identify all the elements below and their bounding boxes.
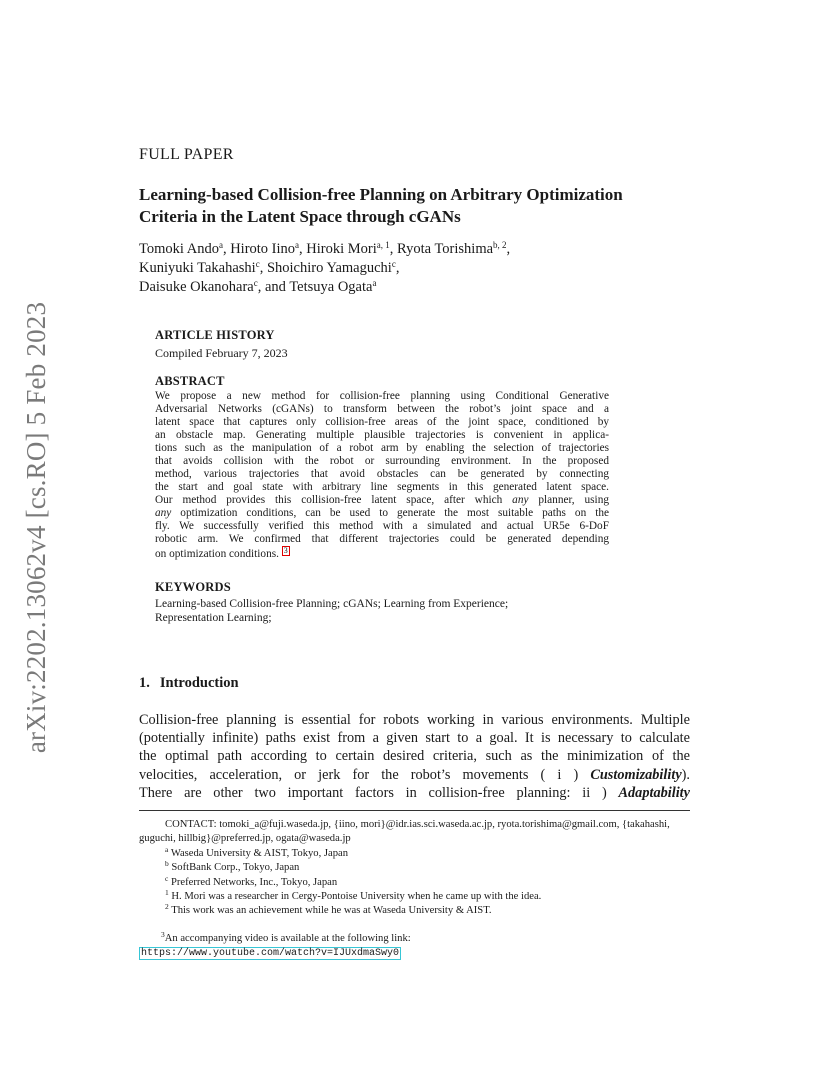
author-name: Daisuke Okanohara xyxy=(139,279,254,295)
title-line: Learning-based Collision-free Planning on Arbitrary Optimization xyxy=(139,185,623,204)
video-link[interactable]: https://www.youtube.com/watch?v=IJUxdmaSwy0 xyxy=(141,948,400,960)
keywords-line: Learning-based Collision-free Planning; cGANs; Learning from Experience; xyxy=(155,598,509,610)
keywords-heading: KEYWORDS xyxy=(155,580,231,594)
affiliation-mark: c xyxy=(391,259,396,269)
author-line: Tomoki Ando$^a$, Hiroto Iino$^a$, Hiroki Mori$^{a, 1}$, Ryota Torishima$^{b, 2}$, xyxy=(139,240,511,257)
body-line: There are other two important factors in collision-free planning: ii ) Adaptability xyxy=(139,784,690,801)
author-list xyxy=(139,240,510,297)
abstract-line: an obstacle map. Generating multiple plausible trajectories is convenient in applica- xyxy=(155,429,609,441)
article-history xyxy=(155,328,288,361)
video-footnote: $^3$An accompanying video is available at the following link: xyxy=(161,929,411,944)
affiliation-mark: a, 1 xyxy=(376,240,390,250)
paper-title xyxy=(139,184,699,228)
emphasis: any xyxy=(155,507,172,519)
arxiv-id: arXiv:2202.13062v4 [cs.RO] 5 Feb 2023 xyxy=(21,301,52,753)
footnotes xyxy=(139,818,695,961)
abstract-line: We propose a new method for collision-free planning using Conditional Generative xyxy=(155,390,609,402)
abstract-line: latent space that captures only collision-free areas of the joint space, conditioned by xyxy=(155,416,609,428)
keywords xyxy=(155,580,609,625)
video-link-line xyxy=(139,946,695,960)
footnote-link[interactable]: 3 xyxy=(283,546,288,555)
abstract-line: robotic arm. We confirmed that different trajectories could be generated depending xyxy=(155,533,609,545)
footnote-rule xyxy=(139,810,690,811)
author-name: Tomoki Ando xyxy=(139,241,219,257)
author-footnote: $^1$ H. Mori was a researcher in Cergy-Pontoise University when he came up with the idea. xyxy=(165,888,542,903)
affiliation-mark: a xyxy=(295,240,300,250)
section-number: 1. xyxy=(139,675,150,691)
abstract-line: tions such as the manipulation of a robot arm by enabling the selection of trajectories xyxy=(155,442,609,454)
abstract-line: on optimization conditions. 3 xyxy=(155,546,288,560)
keywords-line: Representation Learning; xyxy=(155,612,272,624)
affiliation-mark: a xyxy=(372,278,377,288)
abstract-line: that avoids collision with the robot or surrounding environment. In the proposed xyxy=(155,455,609,467)
affiliation-footnote: $^b$ SoftBank Corp., Tokyo, Japan xyxy=(165,859,300,874)
abstract-line: Adversarial Networks (cGANs) to transform between the robot’s joint space and a xyxy=(155,403,609,415)
abstract-line: method, various trajectories that avoid obstacles can be generated by connecting xyxy=(155,468,609,480)
abstract-line: the start and goal state with arbitrary line segments in this generated latent space. xyxy=(155,481,609,493)
compiled-date: Compiled February 7, 2023 xyxy=(155,346,288,360)
history-heading: ARTICLE HISTORY xyxy=(155,328,275,342)
author-line: Daisuke Okanohara$^c$, and Tetsuya Ogata$^a$ xyxy=(139,278,377,295)
affiliation-mark: a xyxy=(218,240,223,250)
abstract xyxy=(155,374,609,561)
author-name: Ryota Torishima xyxy=(397,241,494,257)
abstract-body xyxy=(155,390,609,561)
title-line: Criteria in the Latent Space through cGANs xyxy=(139,207,461,226)
section-title: Introduction xyxy=(159,675,239,691)
keywords-body xyxy=(155,597,609,625)
body-line: the optimal path according to certain desired criteria, such as the minimization of the xyxy=(139,748,690,765)
body-line: (potentially infinite) paths exist from a given start to a goal. It is necessary to calculate xyxy=(139,730,690,747)
emphasis: any xyxy=(512,494,529,506)
affiliation-footnote: $^a$ Waseda University & AIST, Tokyo, Japan xyxy=(165,844,349,859)
affiliation-mark: c xyxy=(253,278,258,288)
abstract-line: Our method provides this collision-free latent space, after which any planner, using xyxy=(155,494,609,506)
author-footnote: $^2$ This work was an achievement while he was at Waseda University & AIST. xyxy=(165,902,492,917)
paper-type-label: FULL PAPER xyxy=(139,146,234,163)
affiliation-mark: b, 2 xyxy=(493,240,507,250)
arxiv-stamp xyxy=(14,292,60,762)
emphasis: Adaptability xyxy=(618,784,690,801)
contact-footnote: CONTACT: tomoki_a@fuji.waseda.jp, {iino, mori}@idr.ias.sci.waseda.ac.jp, ryota.torishima@gmail.com, {takahashi, guguchi, hillbig}@preferred.jp, ogata@waseda.jp xyxy=(139,819,670,845)
author-name: Tetsuya Ogata xyxy=(289,279,373,295)
author-name: Shoichiro Yamaguchi xyxy=(266,260,392,276)
author-name: Hiroto Iino xyxy=(230,241,296,257)
abstract-heading: ABSTRACT xyxy=(155,374,225,388)
emphasis: Customizability xyxy=(590,766,682,783)
body-line: Collision-free planning is essential for robots working in various environments. Multiple xyxy=(139,712,690,728)
introduction-body xyxy=(139,711,690,802)
affiliation-footnote: $^c$ Preferred Networks, Inc., Tokyo, Japan xyxy=(165,873,338,888)
author-name: Kuniyuki Takahashi xyxy=(139,260,256,276)
body-line: velocities, acceleration, or jerk for the robot’s movements ( i ) Customizability). xyxy=(139,766,691,783)
author-line: Kuniyuki Takahashi$^c$, Shoichiro Yamaguchi$^c$, xyxy=(139,259,400,276)
section-heading xyxy=(139,675,239,692)
affiliation-mark: c xyxy=(255,259,260,269)
author-name: Hiroki Mori xyxy=(306,241,377,257)
abstract-line: fly. We successfully verified this method with a simulated and actual UR5e 6-DoF xyxy=(155,520,609,532)
abstract-line: any optimization conditions, can be used to generate the most suitable paths on the xyxy=(155,507,609,519)
